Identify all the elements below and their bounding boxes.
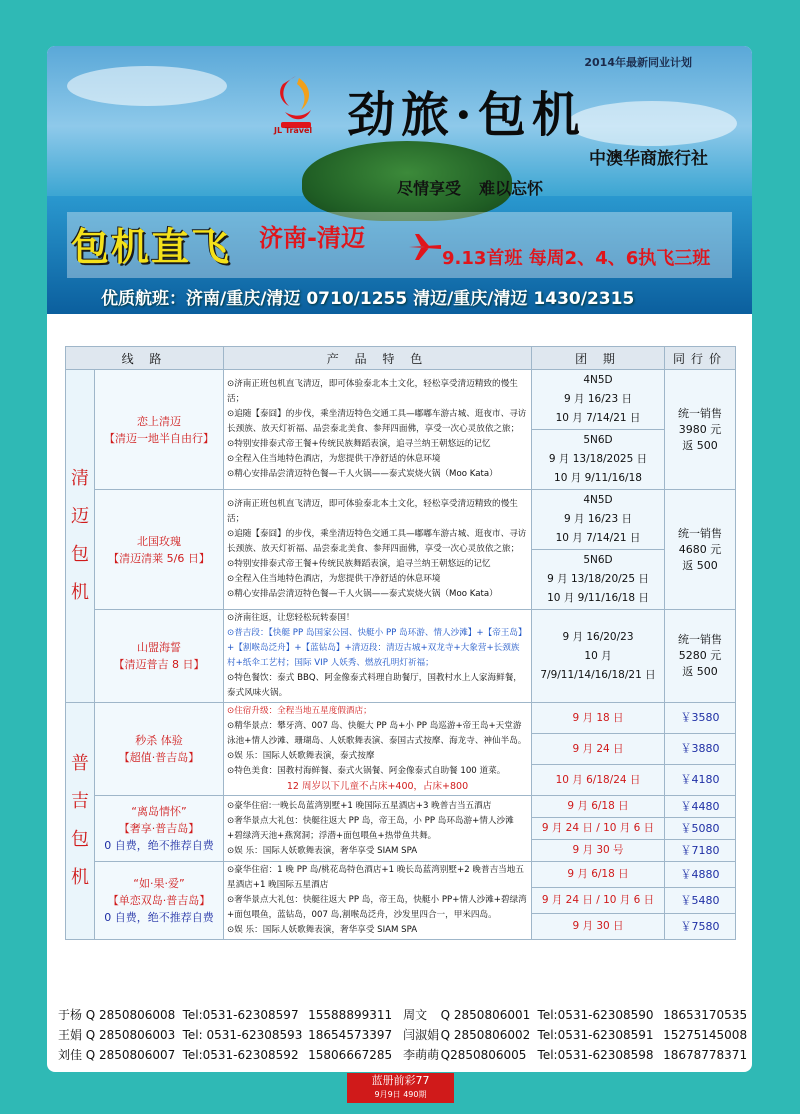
period-date: 10 月 7/14/21 日 [555,412,641,424]
period-cell [532,610,665,703]
feature-line: ⊙济南正班包机直飞清迈，即可体验泰北本土文化，轻松享受清迈精致的慢生活； [227,499,518,524]
route-name: 恋上清迈 [137,414,181,428]
route-extra: 0 自费，绝不推荐自费 [104,911,214,924]
contact-tel: Tel: 0531-62308593 [182,1028,303,1042]
price-line: ￥3880 [665,734,736,765]
route-sub: 【超值·普吉岛】 [118,751,200,764]
jl-travel-logo-icon [271,72,321,130]
contact-qq: Q 2850806001 [440,1008,531,1022]
features-cell [224,490,532,610]
contact-qq: Q2850806005 [440,1048,527,1062]
period-date: 9 月 16/23 日 [564,393,632,405]
contact-tel: Tel:0531-62308598 [537,1048,654,1062]
price-cell [665,490,736,610]
contact-qq: Q 2850806002 [440,1028,531,1042]
features-cell [224,370,532,490]
period-title: 5N6D [583,434,613,446]
period-date: 9 月 16/20/23 [562,630,634,643]
banner [47,46,752,314]
col-header: 线 路 [66,347,224,370]
route-sub: 【奢享·普吉岛】 [118,822,200,835]
period-title: 5N6D [583,554,613,566]
period-date: 9 月 24 日 / 10 月 6 日 [532,888,665,914]
route-sub: 【清迈一地半自由行】 [104,431,214,445]
features-cell [224,796,532,862]
table-row [66,703,736,734]
contact-row [58,1045,758,1065]
contact-name: 王娟 [58,1028,83,1042]
route-sub: 【清迈清莱 5/6 日】 [108,551,210,565]
feature-line: ⊙济南正班包机直飞清迈，即可体验泰北本土文化，轻松享受清迈精致的慢生活； [227,379,518,404]
price-cell [665,610,736,703]
price-line: 4680 元 [678,542,722,556]
contact-tel: Tel:0531-62308591 [537,1028,654,1042]
route-sub: 【单恋双岛·普吉岛】 [107,894,211,907]
contact-mobile: 15806667285 [308,1048,393,1062]
period-date: 9 月 6/18 日 [532,862,665,888]
feature-line: ⊙追随【泰囧】的步伐，乘坐清迈特色交通工具—嘟嘟车游古城、逛夜市、寻访长颈族、放天灯祈福、品尝泰北美食、参拜四面佛，享受一次心灵放依之旅； [227,409,527,434]
table-row [66,862,736,888]
price-line: 统一销售 [678,633,722,646]
contact-row [58,1005,758,1025]
feature-line: ⊙精心安排品尝清迈特色餐—千人火锅——泰式炭烧火锅（Moo Kata） [227,589,498,599]
table-row [66,796,736,818]
contact-qq: Q 2850806008 [85,1008,176,1022]
period-cell [532,490,665,550]
route-name-cell [95,610,224,703]
period-cell [532,430,665,490]
route-name: 北国玫瑰 [137,534,181,548]
feature-line: ⊙全程入住当地特色酒店，为您提供干净舒适的休息环境 [227,454,441,464]
child-price-note: 12 周岁以下儿童不占床+400，占床+800 [286,781,469,792]
feature-line: ⊙特别安排泰式帝王餐+传统民族舞蹈表演，追寻兰纳王朝悠远的记忆 [227,559,491,569]
price-line: ￥4880 [665,862,736,888]
price-line: 5280 元 [678,649,722,662]
period-date: 9 月 18 日 [532,703,665,734]
feature-line: ⊙精心安排品尝清迈特色餐—千人火锅——泰式炭烧火锅（Moo Kata） [227,469,498,479]
route-title: 济南-清迈 [259,224,365,252]
contact-qq: Q 2850806003 [85,1028,176,1042]
charter-title: 包机直飞 [71,225,232,269]
period-date: 9 月 24 日 [532,734,665,765]
footer-tag [347,1073,454,1103]
feature-line: ⊙全程入住当地特色酒店，为您提供干净舒适的休息环境 [227,574,441,584]
brand-title: 劲旅·包机 [347,87,586,143]
contact-list [58,1005,758,1065]
table-row [66,370,736,430]
contact-mobile: 18678778371 [663,1048,748,1062]
feature-line: ⊙奢华景点大礼包：快艇往返大 PP 岛，帝王岛，小 PP 岛环岛游+情人沙滩+碧绿湾天池+燕窝洞；浮潜+面包喂鱼+热带鱼共舞。 [227,815,514,841]
contact-name: 周文 [403,1008,428,1022]
region-label: 普吉包机 [66,703,95,940]
price-line: 统一销售 [678,406,722,420]
price-line: ￥3580 [665,703,736,734]
period-date: 9 月 30 日 [532,914,665,940]
flyer-page [47,46,752,1072]
contact-name: 于杨 [58,1008,83,1022]
period-cell [532,370,665,430]
features-cell [224,703,532,796]
slogan-part: 难以忘怀 [479,179,544,198]
feature-line: ⊙普吉段：【快艇 PP 岛国家公园、快艇小 PP 岛环游、情人沙滩】+【帝王岛】+【割喉岛泛舟】+【蓝钻岛】+清迈段：清迈古城+双龙寺+大象营+长颈族村+纸伞工艺村；国际 VIP 人妖秀、燃放孔明灯祈福； [227,628,527,668]
route-name-cell [95,370,224,490]
route-name-cell [95,862,224,940]
tour-table [65,346,736,940]
route-name: “如·果·爱” [133,877,185,890]
feature-line: ⊙特别安排泰式帝王餐+传统民族舞蹈表演，追寻兰纳王朝悠远的记忆 [227,439,491,449]
contact-tel: Tel:0531-62308592 [182,1048,299,1062]
price-line: 3980 元 [678,422,722,436]
contact-mobile: 18654573397 [308,1028,393,1042]
period-title: 4N5D [583,374,613,386]
feature-line: ⊙精华景点：攀牙湾、007 岛、快艇大 PP 岛+小 PP 岛巡游+帝王岛+天堂游泳池+情人沙滩、珊瑚岛、人妖歌舞表演、泰国古式按摩、海龙寺、神仙半岛。 [227,721,527,746]
route-name-cell [95,703,224,796]
airplane-icon [407,232,443,262]
features-cell [224,862,532,940]
feature-line: ⊙特色餐饮：泰式 BBQ、阿金像泰式料理自助餐厅，国教村水上人家海鲜餐，泰式风味火锅。 [227,673,522,698]
col-header: 团 期 [532,347,665,370]
features-cell [224,610,532,703]
slogan-part: 尽情享受 [397,179,462,198]
contact-name: 李萌萌 [403,1048,440,1062]
slogan [397,176,561,199]
footer-code: 蓝册前彩77 [371,1074,430,1087]
feature-line: ⊙奢华景点大礼包：快艇往返大 PP 岛，帝王岛，快艇小 PP+情人沙滩+碧绿湾+面包喂鱼，蓝钻岛，007 岛,割喉岛泛舟，沙发里四合一，甲米四岛。 [227,895,527,920]
col-header: 同行价 [665,347,736,370]
contact-mobile: 15275145008 [663,1028,748,1042]
feature-line: ⊙追随【泰囧】的步伐，乘坐清迈特色交通工具—嘟嘟车游古城、逛夜市、寻访长颈族、放天灯祈福、品尝泰北美食、参拜四面佛，享受一次心灵放依之旅； [227,529,527,554]
price-line: ￥4180 [665,765,736,796]
feature-line: ⊙豪华住宿：1 晚 PP 岛/桃花岛特色酒店+1 晚长岛蓝湾别墅+2 晚普吉当地五星酒店+1 晚国际五星酒店 [227,865,524,890]
period-date: 9 月 30 号 [532,840,665,862]
price-line: ￥5480 [665,888,736,914]
price-line: ￥7580 [665,914,736,940]
period-date: 10 月 7/14/21 日 [555,532,641,544]
route-name-cell [95,490,224,610]
period-date: 9 月 13/18/2025 日 [548,453,648,465]
feature-line: ⊙娱 乐：国际人妖歌舞表演，奢华享受 SIAM SPA [227,925,418,935]
logo-caption: JL Travel [274,126,313,135]
route-extra: 0 自费，绝不推荐自费 [104,839,214,852]
feature-line: ⊙特色美食：国教村海鲜餐、泰式火锅餐、阿金像泰式自助餐 100 道菜。 [227,766,506,776]
footer-issue: 9月9日 490期 [374,1090,427,1099]
price-line: ￥7180 [665,840,736,862]
period-date: 10 月 9/11/16/18 [554,472,642,484]
contact-qq: Q 2850806007 [85,1048,176,1062]
price-line: ￥5080 [665,818,736,840]
contact-mobile: 15588899311 [308,1008,393,1022]
cloud [567,101,737,146]
first-flight-info: 9.13首班 每周2、4、6执飞三班 [442,248,711,269]
price-line: 返 500 [682,438,718,452]
price-line: 返 500 [682,665,718,678]
period-date: 10 月 [584,649,612,662]
plan-note: 2014年最新同业计划 [584,56,692,69]
route-name: 秒杀 体验 [135,734,183,747]
contact-row [58,1025,758,1045]
contact-mobile: 18653170535 [663,1008,748,1022]
period-date: 9 月 13/18/20/25 日 [547,573,649,585]
price-cell [665,370,736,490]
route-sub: 【清迈普吉 8 日】 [113,658,205,671]
agency-name: 中澳华商旅行社 [589,149,708,169]
table-row [66,610,736,703]
region-label: 清迈包机 [66,370,95,703]
price-line: 统一销售 [678,526,722,540]
flight-schedule: 优质航班：济南/重庆/清迈 0710/1255 清迈/重庆/清迈 1430/2315 [101,289,635,309]
period-date: 9 月 24 日 / 10 月 6 日 [532,818,665,840]
contact-tel: Tel:0531-62308597 [182,1008,299,1022]
contact-name: 闫淑娟 [403,1028,440,1042]
table-row [66,490,736,550]
period-date: 10 月 6/18/24 日 [532,765,665,796]
period-date: 9 月 6/18 日 [532,796,665,818]
price-line: ￥4480 [665,796,736,818]
period-date: 9 月 16/23 日 [564,513,632,525]
period-cell [532,550,665,610]
route-name-cell [95,796,224,862]
route-name: “离岛情怀” [131,805,187,818]
route-name: 山盟海誓 [137,641,181,654]
feature-line: ⊙济南往返，让您轻松玩转泰国！ [227,613,355,623]
feature-line: ⊙豪华住宿:一晚长岛蓝湾别墅+1 晚国际五星酒店+3 晚普吉当五酒店 [227,800,492,811]
feature-line: ⊙娱 乐：国际人妖歌舞表演，泰式按摩 [227,751,375,761]
feature-line: ⊙住宿升级：全程当地五星度假酒店； [227,706,372,716]
price-line: 返 500 [682,558,718,572]
contact-tel: Tel:0531-62308590 [537,1008,654,1022]
feature-line: ⊙娱 乐：国际人妖歌舞表演，奢华享受 SIAM SPA [227,845,418,856]
period-title: 4N5D [583,494,613,506]
table-header-row [66,347,736,370]
period-date: 7/9/11/14/16/18/21 日 [540,668,656,681]
col-header: 产 品 特 色 [224,347,532,370]
period-date: 10 月 9/11/16/18 日 [547,592,649,604]
contact-name: 刘佳 [58,1048,83,1062]
cloud [67,66,227,106]
